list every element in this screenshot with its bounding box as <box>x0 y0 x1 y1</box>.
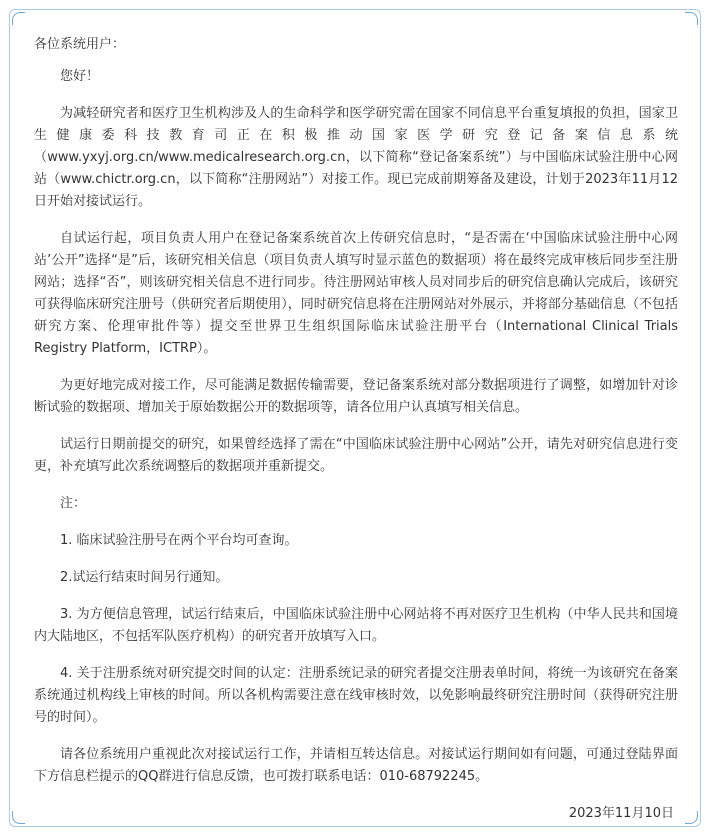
note-item: 4. 关于注册系统对研究提交时间的认定：注册系统记录的研究者提交注册表单时间，将统一为该研究在备案系统通过机构线上审核的时间。所以各机构需要注意在线审核时效，以免影响最终研究注册时间（获得研究注册号的时间）。 <box>34 666 678 725</box>
note-item: 2.试运行结束时间另行通知。 <box>60 570 229 585</box>
paragraph-prior-submissions: 试运行日期前提交的研究，如果曾经选择了需在“中国临床试验注册中心网站”公开，请先对研究信息进行变更，补充填写此次系统调整后的数据项并重新提交。 <box>34 437 678 474</box>
frame-corner-top-left <box>12 12 25 25</box>
paragraph-data-adjustment: 为更好地完成对接工作，尽可能满足数据传输需要，登记备案系统对部分数据项进行了调整，如增加针对诊断试验的数据项、增加关于原始数据公开的数据项等，请各位用户认真填写相关信息。 <box>34 378 678 415</box>
notice-body <box>34 34 678 825</box>
salutation: 各位系统用户： <box>34 37 126 52</box>
frame-corner-bottom-right <box>685 811 698 824</box>
frame-corner-top-right <box>685 12 698 25</box>
frame-corner-bottom-left <box>12 811 25 824</box>
note-label: 注： <box>60 496 87 511</box>
paragraph-background: 为减轻研究者和医疗卫生机构涉及人的生命科学和医学研究需在国家不同信息平台重复填报的负担，国家卫生健康委科技教育司正在积极推动国家医学研究登记备案信息系统（www.yxyj.org.cn/www.medicalresearch.org.cn，以下简称“登记备案系统”）与中国临床试验注册中心网站（www.chictr.org.cn，以下简称“注册网站”）对接工作。现已完成前期筹备及建设，计划于2023年11月12日开始对接试运行。 <box>34 106 678 209</box>
notice-date: 2023年11月10日 <box>568 806 674 821</box>
note-item: 1. 临床试验注册号在两个平台均可查询。 <box>60 533 298 548</box>
paragraph-sync-rules: 自试运行起，项目负责人用户在登记备案系统首次上传研究信息时，“是否需在‘中国临床试验注册中心网站’公开”选择“是”后，该研究相关信息（项目负责人填写时显示蓝色的数据项）将在最终完成审核后同步至注册网站；选择“否”，则该研究相关信息不进行同步。待注册网站审核人员对同步后的研究信息确认完成后，该研究可获得临床研究注册号（供研究者后期使用），同时研究信息将在注册网站对外展示，并将部分基础信息（不包括研究方案、伦理审批件等）提交至世界卫生组织国际临床试验注册平台（International Clinical Trials Registry Platform，ICTRP）。 <box>34 231 678 356</box>
closing-paragraph: 请各位系统用户重视此次对接试运行工作，并请相互转达信息。对接试运行期间如有问题，可通过登陆界面下方信息栏提示的QQ群进行信息反馈，也可拨打联系电话：010-68792245。 <box>34 747 678 784</box>
note-item: 3. 为方便信息管理，试运行结束后，中国临床试验注册中心网站将不再对医疗卫生机构（中华人民共和国境内大陆地区，不包括军队医疗机构）的研究者开放填写入口。 <box>34 607 678 644</box>
greeting: 您好！ <box>60 69 100 84</box>
